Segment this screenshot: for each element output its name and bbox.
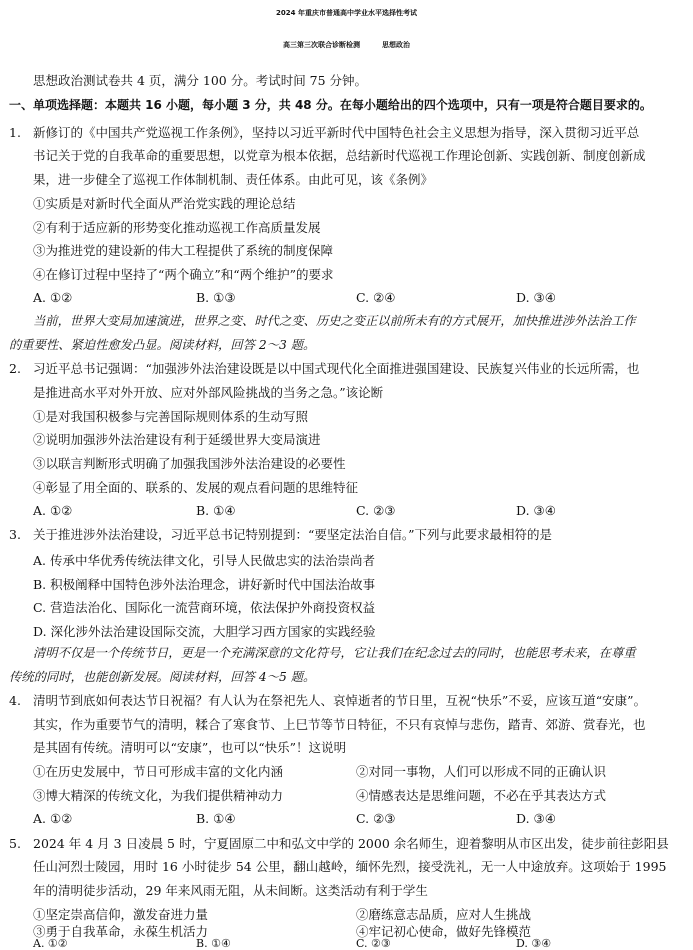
q2-stem-line: 习近平总书记强调：“加强涉外法治建设既是以中国式现代化全面推进强国建设、民族复兴伟业的长远所需，也	[33, 361, 640, 376]
q3-choice-c[interactable]: C. 营造法治化、国际化一流营商环境，依法保护外商投资权益	[33, 600, 376, 615]
q5-number: 5.	[9, 836, 21, 851]
q4-choice-d[interactable]: D. ③④	[516, 811, 556, 826]
q1-item: ④在修订过程中坚持了“两个确立”和“两个维护”的要求	[33, 267, 334, 282]
q2-item: ③以联言判断形式明确了加强我国涉外法治建设的必要性	[33, 456, 346, 471]
q2-number: 2.	[9, 361, 21, 376]
exam-info: 思想政治测试卷共 4 页，满分 100 分。考试时间 75 分钟。	[33, 73, 368, 88]
subtitle-right: 思想政治	[382, 41, 410, 49]
q2-choice-d[interactable]: D. ③④	[516, 503, 556, 518]
q3-choice-b[interactable]: B. 积极阐释中国特色涉外法治理念，讲好新时代中国法治故事	[33, 577, 376, 592]
q4-stem-line: 清明节到底如何表达节日祝福？有人认为在祭祀先人、哀悼逝者的节日里，互祝“快乐”不妥，应该互道“安康”。	[33, 693, 647, 708]
q4-stem-line: 是其固有传统。清明可以“安康”，也可以“快乐”！这说明	[33, 740, 347, 755]
q4-choice-a[interactable]: A. ①②	[33, 811, 73, 826]
q3-number: 3.	[9, 527, 21, 542]
q1-item: ①实质是对新时代全面从严治党实践的理论总结	[33, 196, 296, 211]
q1-choice-a[interactable]: A. ①②	[33, 290, 73, 305]
q5-choice-a[interactable]: A. ①②	[33, 937, 68, 950]
passage-line: 当前，世界大变局加速演进，世界之变、时代之变、历史之变正以前所未有的方式展开，加快推进涉外法治工作	[33, 314, 636, 328]
q4-item: ②对同一事物，人们可以形成不同的正确认识	[356, 764, 607, 779]
passage-line: 传统的同时，也能创新发展。阅读材料，回答 4～5 题。	[9, 670, 316, 684]
q2-choice-c[interactable]: C. ②③	[356, 503, 396, 518]
q5-stem-line: 年的清明徒步活动，29 年来风雨无阻，从未间断。这类活动有利于学生	[33, 883, 428, 898]
q4-stem-line: 其实，作为重要节气的清明，糅合了寒食节、上巳节等节日特征，不只有哀悼与悲伤，踏青、郊游、赏春光，也	[33, 717, 646, 732]
section-heading: 一、单项选择题：本题共 16 小题，每小题 3 分，共 48 分。在每小题给出的四个选项中，只有一项是符合题目要求的。	[9, 98, 652, 112]
q4-item: ④情感表达是思维问题，不必在乎其表达方式	[356, 788, 607, 803]
q1-stem-line: 新修订的《中国共产党巡视工作条例》，坚持以习近平新时代中国特色社会主义思想为指导，深入贯彻习近平总	[33, 125, 640, 140]
q4-choice-b[interactable]: B. ①④	[196, 811, 236, 826]
q5-item: ④牢记初心使命，做好先锋模范	[356, 924, 532, 939]
exam-subtitle	[0, 40, 693, 50]
q5-choice-b[interactable]: B. ①④	[196, 937, 231, 950]
q2-choice-a[interactable]: A. ①②	[33, 503, 73, 518]
passage-line: 的重要性、紧迫性愈发凸显。阅读材料，回答 2～3 题。	[9, 338, 316, 352]
exam-title: 2024 年重庆市普通高中学业水平选择性考试	[276, 9, 417, 17]
q1-choice-d[interactable]: D. ③④	[516, 290, 556, 305]
q1-number: 1.	[9, 125, 21, 140]
q2-item: ①是对我国积极参与完善国际规则体系的生动写照	[33, 409, 309, 424]
q1-choice-c[interactable]: C. ②④	[356, 290, 396, 305]
q2-choice-b[interactable]: B. ①④	[196, 503, 236, 518]
q2-item: ④彰显了用全面的、联系的、发展的观点看问题的思维特征	[33, 480, 359, 495]
q4-choice-c[interactable]: C. ②③	[356, 811, 396, 826]
q2-stem-line: 是推进高水平对外开放、应对外部风险挑战的当务之急。”该论断	[33, 385, 384, 400]
q3-choice-d[interactable]: D. 深化涉外法治建设国际交流，大胆学习西方国家的实践经验	[33, 624, 376, 639]
q3-choice-a[interactable]: A. 传承中华优秀传统法律文化，引导人民做忠实的法治崇尚者	[33, 553, 375, 568]
q5-stem-line: 任山河烈士陵园，用时 16 小时徒步 54 公里，翻山越岭，缅怀先烈，接受洗礼，无一人中途放弃。这项始于 1995	[33, 859, 667, 874]
q1-stem-line: 果，进一步健全了巡视工作体制机制、责任体系。由此可见，该《条例》	[33, 172, 434, 187]
q4-number: 4.	[9, 693, 21, 708]
subtitle-left: 高三第三次联合诊断检测	[283, 41, 360, 49]
q5-choice-d[interactable]: D. ③④	[516, 937, 552, 950]
q1-choice-b[interactable]: B. ①③	[196, 290, 236, 305]
q4-item: ③博大精深的传统文化，为我们提供精神动力	[33, 788, 284, 803]
q5-item: ②磨练意志品质，应对人生挑战	[356, 907, 532, 922]
q1-stem-line: 书记关于党的自我革命的重要思想，以党章为根本依据，总结新时代巡视工作理论创新、实践创新、制度创新成	[33, 148, 646, 163]
q5-item: ①坚定崇高信仰，激发奋进力量	[33, 907, 209, 922]
q5-item: ③勇于自我革命，永葆生机活力	[33, 924, 209, 939]
q5-stem-line: 2024 年 4 月 3 日凌晨 5 时，宁夏固原二中和弘文中学的 2000 余名师生，迎着黎明从市区出发，徒步前往彭阳县	[33, 836, 669, 851]
q2-item: ②说明加强涉外法治建设有利于延缓世界大变局演进	[33, 432, 321, 447]
q4-item: ①在历史发展中，节日可形成丰富的文化内涵	[33, 764, 284, 779]
passage-line: 清明不仅是一个传统节日，更是一个充满深意的文化符号，它让我们在纪念过去的同时，也能思考未来，在尊重	[33, 646, 636, 660]
q3-stem-line: 关于推进涉外法治建设，习近平总书记特别提到：“要坚定法治自信。”下列与此要求最相符的是	[33, 527, 553, 542]
q1-item: ②有利于适应新的形势变化推动巡视工作高质量发展	[33, 220, 321, 235]
q5-choice-c[interactable]: C. ②③	[356, 937, 391, 950]
q1-item: ③为推进党的建设新的伟大工程提供了系统的制度保障	[33, 243, 334, 258]
